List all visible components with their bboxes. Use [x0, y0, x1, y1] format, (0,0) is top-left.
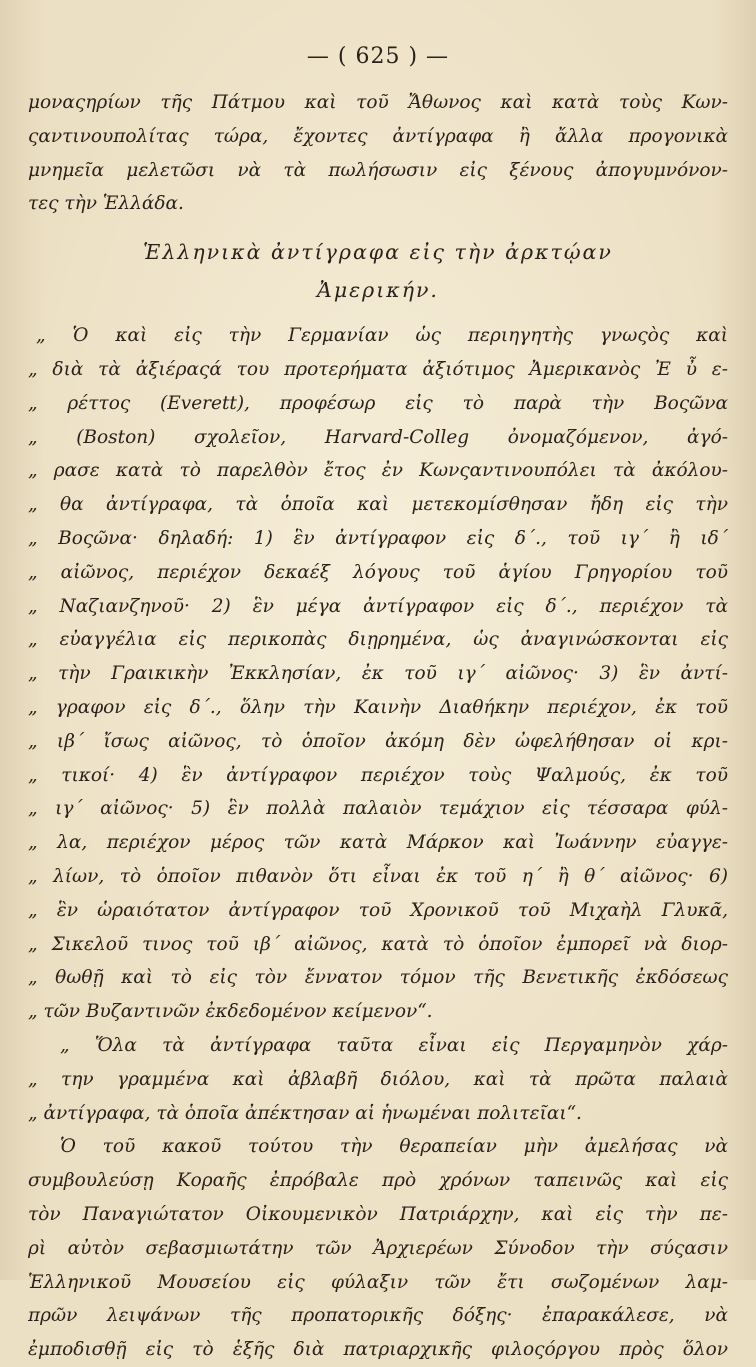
text-line: Ἑλληνικοῦ Μουσείου εἰς φύλαξιν τῶν ἔτι σωζομένων λαμ- — [28, 1271, 728, 1293]
text-line: „ ιγ΄ αἰῶνος· 5) ἓν πολλὰ παλαιὸν τεμάχιον εἰς τέσσαρα φύλ- — [28, 798, 728, 820]
text-line: „ Ὁ καὶ εἰς τὴν Γερμανίαν ὡς περιηγητὴς γνωςὸς καὶ — [36, 325, 728, 347]
closing-paragraph — [28, 1130, 728, 1367]
quote-paragraph — [28, 319, 728, 1029]
text-line: τες τὴν Ἑλλάδα. — [28, 193, 184, 215]
text-line: „ Σικελοῦ τινος τοῦ ιβ΄ αἰῶνος, κατὰ τὸ ὁποῖον ἐμπορεῖ νὰ διορ- — [28, 933, 728, 955]
text-line: ἐμποδισθῇ εἰς τὸ ἑξῆς διὰ πατριαρχικῆς φιλοςόργου πρὸς ὅλον — [28, 1339, 728, 1361]
text-line: „ τικοί· 4) ἓν ἀντίγραφον περιέχον τοὺς Ψαλμούς, ἐκ τοῦ — [28, 764, 728, 786]
text-line: „ την γραμμένα καὶ ἀβλαβῆ διόλου, καὶ τὰ πρῶτα παλαιὰ — [28, 1068, 728, 1090]
text-line: „ Βοςῶνα· δηλαδή: 1) ἓν ἀντίγραφον εἰς δ΄., τοῦ ιγ΄ ἢ ιδ΄ — [28, 527, 728, 549]
text-line: „ διὰ τὰ ἀξιέραςά του προτερήματα ἀξιότιμος Ἀμερικανὸς Ἐ ὖ ε- — [28, 358, 728, 380]
text-line: συμβουλεύσῃ Κοραῆς ἐπρόβαλε πρὸ χρόνων ταπεινῶς καὶ εἰς — [28, 1170, 728, 1192]
text-line: „ λίων, τὸ ὁποῖον πιθανὸν ὅτι εἶναι ἐκ τοῦ η΄ ἢ θ΄ αἰῶνος· 6) — [28, 865, 728, 887]
heading-line: Ἑλληνικὰ ἀντίγραφα εἰς τὴν ἀρκτῴαν — [143, 240, 613, 265]
text-line: „ Ὅλα τὰ ἀντίγραφα ταῦτα εἶναι εἰς Περγαμηνὸν χάρ- — [60, 1034, 728, 1056]
text-line: μνημεῖα μελετῶσι νὰ τὰ πωλήσωσιν εἰς ξένους ἀπογυμνόνον- — [28, 159, 728, 181]
text-line: „ ρασε κατὰ τὸ παρελθὸν ἔτος ἐν Κωνςαντινουπόλει τὰ ἀκόλου- — [28, 460, 728, 482]
body-text — [28, 86, 728, 1367]
section-heading — [28, 233, 728, 309]
text-line: „ εὐαγγέλια εἰς περικοπὰς διῃρημένα, ὡς ἀναγινώσκονται εἰς — [28, 629, 728, 651]
text-line: „ ιβ΄ ἴσως αἰῶνος, τὸ ὁποῖον ἀκόμη δὲν ὠφελήθησαν οἱ κρι- — [28, 730, 728, 752]
text-line: τὸν Παναγιώτατον Οἰκουμενικὸν Πατριάρχην, καὶ εἰς τὴν πε- — [28, 1203, 728, 1225]
text-line: „ τὴν Γραικικὴν Ἐκκλησίαν, ἐκ τοῦ ιγ΄ αἰῶνος· 3) ἓν ἀντί- — [28, 663, 728, 685]
text-line: ςαντινουπολίτας τώρα, ἔχοντες ἀντίγραφα ἢ ἄλλα προγονικὰ — [28, 125, 728, 147]
text-line: „ ἓν ὡραιότατον ἀντίγραφον τοῦ Χρονικοῦ τοῦ Μιχαὴλ Γλυκᾶ, — [28, 899, 728, 921]
text-line: πρῶν λειψάνων τῆς προπατορικῆς δόξης· ἐπαρακάλεσε, νὰ — [28, 1305, 728, 1327]
text-line: „ ρέττος (Everett), προφέσωρ εἰς τὸ παρὰ τὴν Βοςῶνα — [28, 392, 728, 414]
text-line: „ Ναζιανζηνοῦ· 2) ἓν μέγα ἀντίγραφον εἰς δ΄., περιέχον τὰ — [28, 595, 728, 617]
intro-paragraph — [28, 86, 728, 221]
heading-line: Ἀμερικήν. — [317, 278, 439, 303]
quote-paragraph-2 — [28, 1029, 728, 1130]
text-line: μοναςηρίων τῆς Πάτμου καὶ τοῦ Ἄθωνος καὶ κατὰ τοὺς Κων- — [28, 92, 728, 113]
text-line: „ τῶν Βυζαντινῶν ἐκδεδομένον κείμενον“. — [28, 1001, 433, 1023]
text-line: „ θωθῇ καὶ τὸ εἰς τὸν ἔννατον τόμον τῆς Βενετικῆς ἐκδόσεως — [28, 967, 728, 989]
text-line: „ (Boston) σχολεῖον, Harvard-Colleg ὀνομαζόμενον, ἀγό- — [28, 426, 728, 448]
text-line: „ ἀντίγραφα, τὰ ὁποῖα ἀπέκτησαν αἱ ἡνωμέναι πολιτεῖαι“. — [28, 1102, 582, 1124]
text-line: „ λα, περιέχον μέρος τῶν κατὰ Μάρκον καὶ Ἰωάννην εὐαγγε- — [28, 832, 728, 854]
text-line: Ὁ τοῦ κακοῦ τούτου τὴν θεραπείαν μὴν ἀμελήσας νὰ — [60, 1136, 728, 1158]
text-line: ρὶ αὐτὸν σεβασμιωτάτην τῶν Ἀρχιερέων Σύνοδον τὴν σύςασιν — [28, 1237, 728, 1259]
text-line: „ θα ἀντίγραφα, τὰ ὁποῖα καὶ μετεκομίσθησαν ἤδη εἰς τὴν — [28, 494, 728, 516]
text-line: „ γραφον εἰς δ΄., ὅλην τὴν Καινὴν Διαθήκην περιέχον, ἐκ τοῦ — [28, 696, 728, 718]
page-number: — ( 625 ) — — [306, 44, 450, 69]
text-line: „ αἰῶνος, περιέχον δεκαέξ λόγους τοῦ ἁγίου Γρηγορίου τοῦ — [28, 561, 728, 583]
